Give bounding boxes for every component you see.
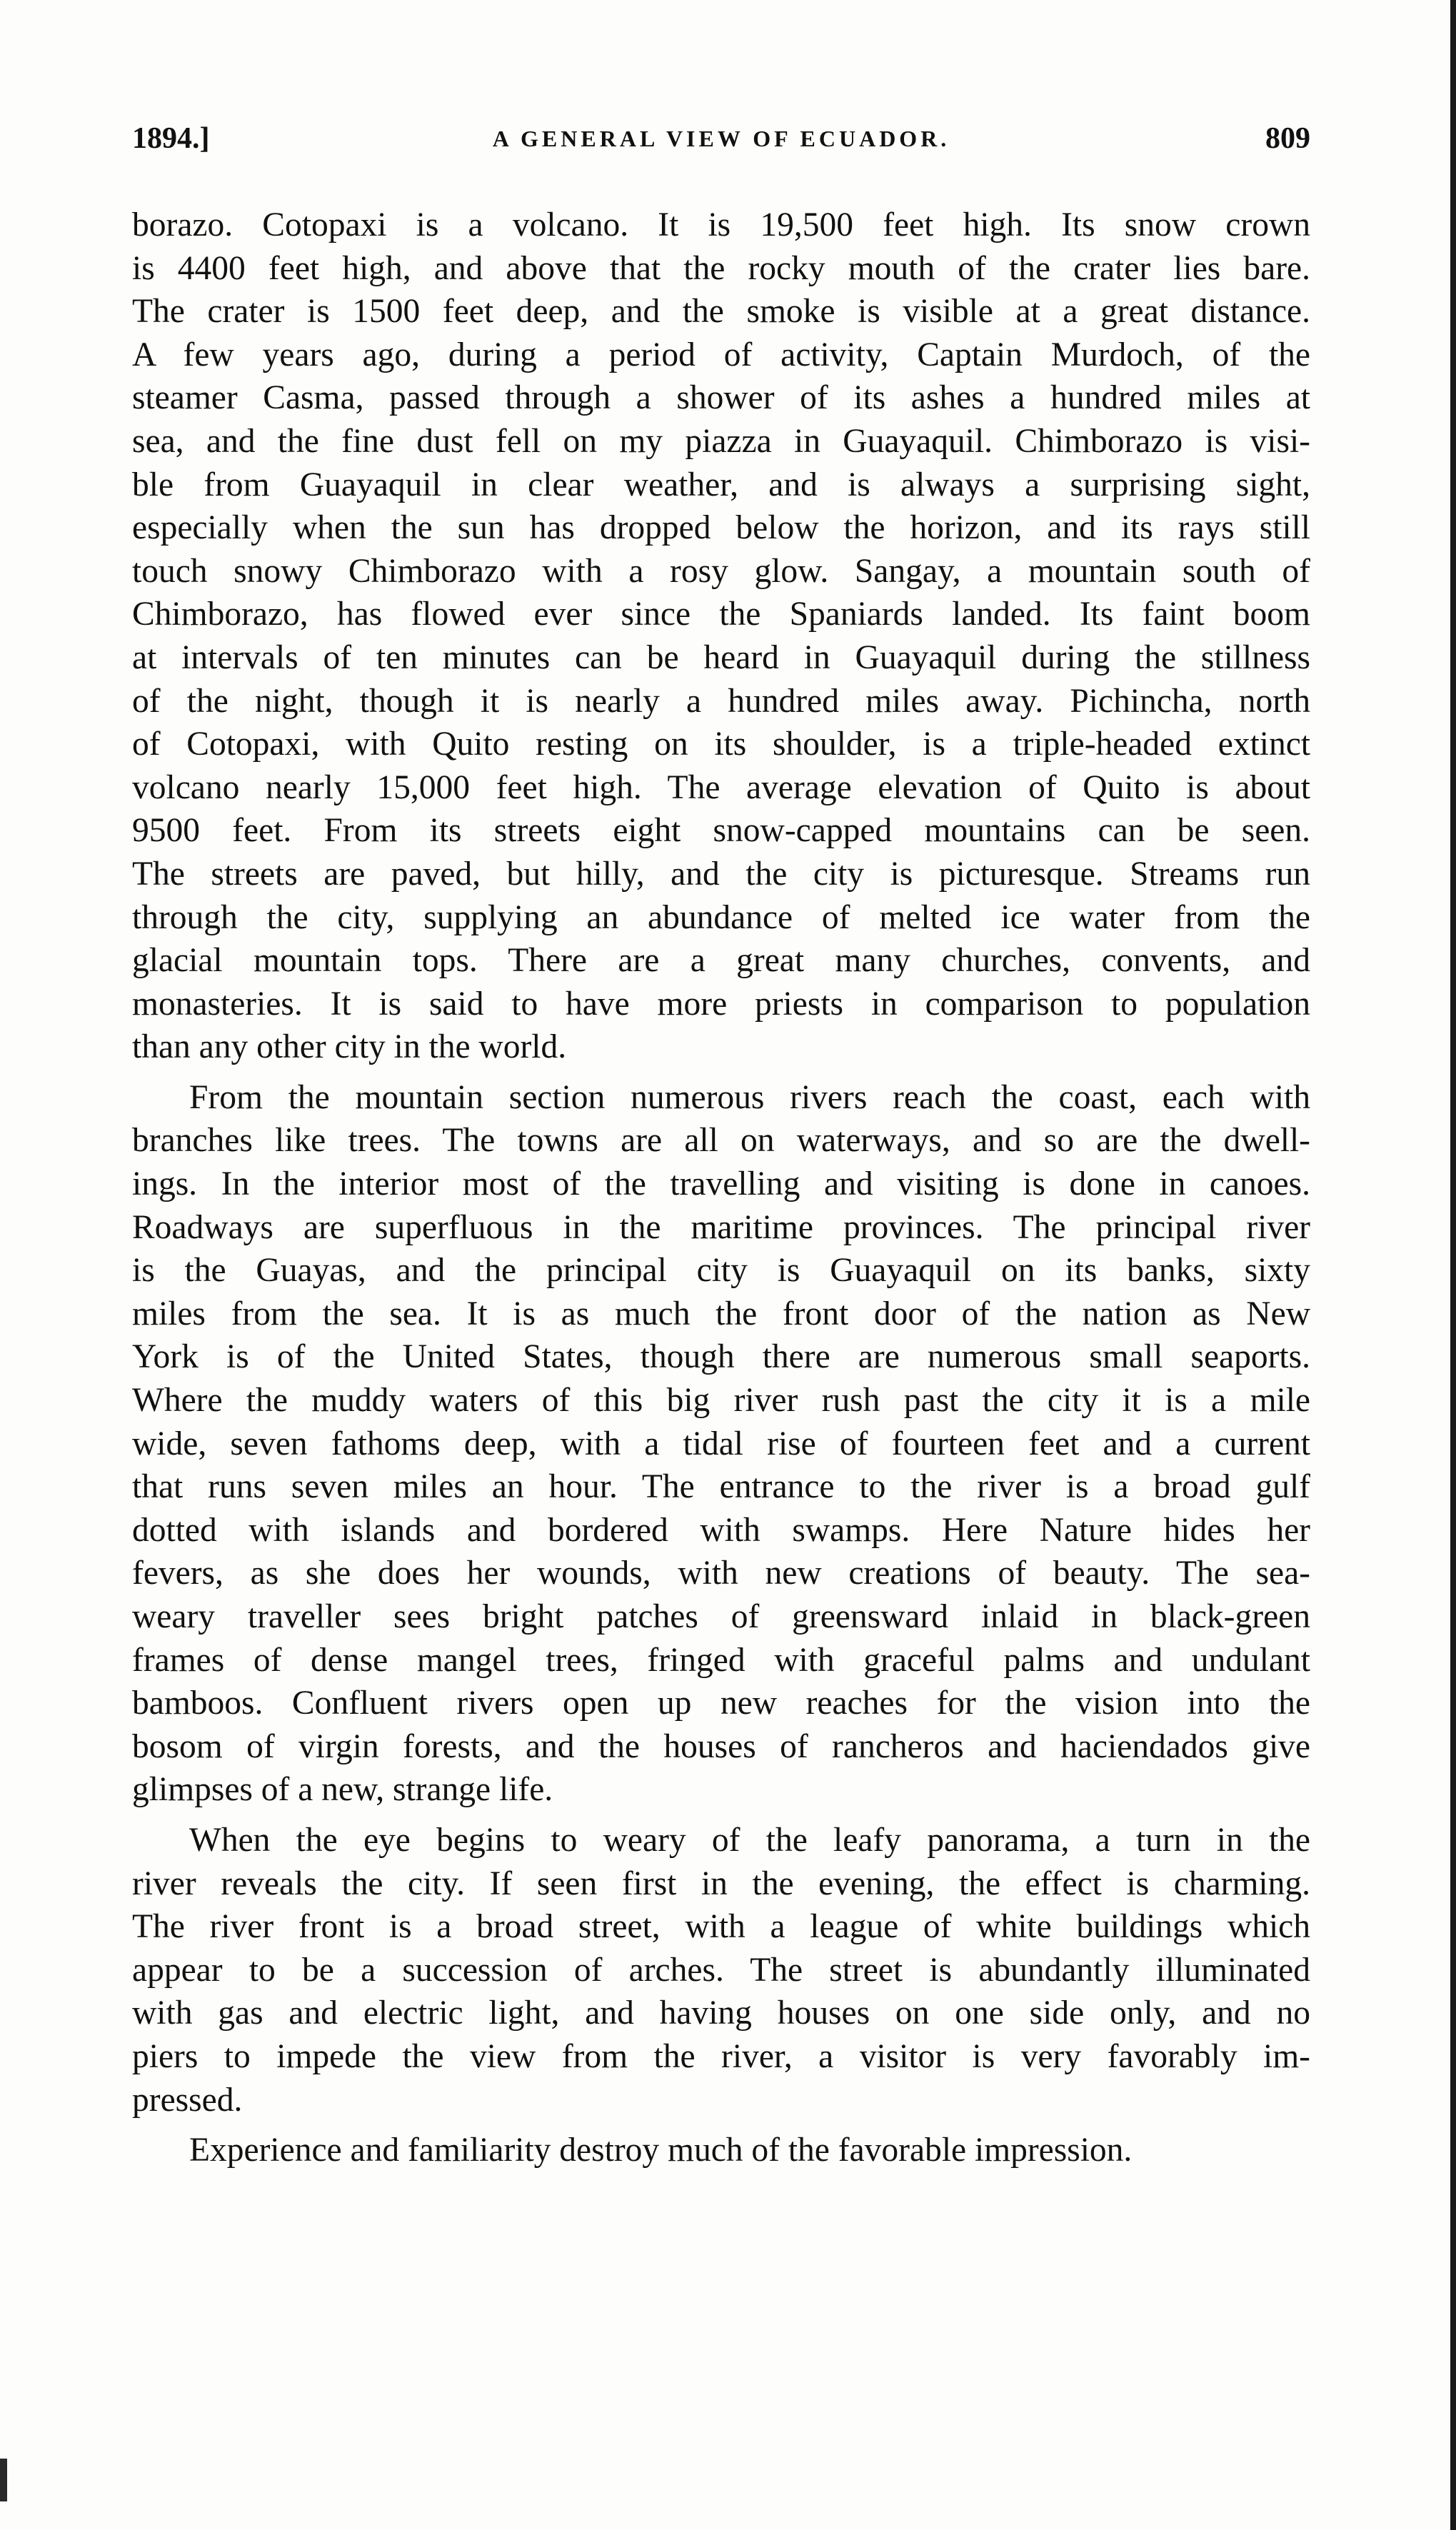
- text-line: miles from the sea. It is as much the front door of the nation as New: [132, 1295, 1310, 1332]
- text-line: river reveals the city. If seen first in the evening, the effect is charming.: [132, 1864, 1310, 1902]
- text-line: steamer Casma, passed through a shower of its ashes a hundred miles at: [132, 379, 1310, 417]
- text-line: sea, and the fine dust fell on my piazza in Guayaquil. Chimborazo is visi-: [132, 422, 1310, 460]
- text-line: appear to be a succession of arches. The street is abundantly illuminated: [132, 1951, 1310, 1989]
- text-line: especially when the sun has dropped below the horizon, and its rays still: [132, 509, 1310, 547]
- page-edge-shadow: [1450, 0, 1456, 2530]
- text-line: branches like trees. The towns are all on waterways, and so are the dwell-: [132, 1122, 1310, 1160]
- text-line: monasteries. It is said to have more priests in comparison to population: [132, 985, 1310, 1023]
- text-line: through the city, supplying an abundance of melted ice water from the: [132, 898, 1310, 936]
- page-number: 809: [1265, 122, 1310, 155]
- body-text: [132, 204, 1310, 2179]
- text-line: ings. In the interior most of the travelling and visiting is done in canoes.: [132, 1165, 1310, 1203]
- paragraph: [132, 1819, 1310, 2122]
- header-year: 1894.]: [132, 122, 210, 155]
- text-line: than any other city in the world.: [132, 1028, 567, 1066]
- text-line: that runs seven miles an hour. The entrance to the river is a broad gulf: [132, 1468, 1310, 1506]
- paragraph: [132, 2129, 1310, 2172]
- text-line: glacial mountain tops. There are a great many churches, convents, and: [132, 942, 1310, 980]
- text-line: fevers, as she does her wounds, with new creations of beauty. The sea-: [132, 1555, 1310, 1592]
- text-line: weary traveller sees bright patches of greensward inlaid in black-green: [132, 1598, 1310, 1635]
- text-line: is 4400 feet high, and above that the rocky mouth of the crater lies bare.: [132, 249, 1310, 287]
- text-line: volcano nearly 15,000 feet high. The average elevation of Quito is about: [132, 768, 1310, 806]
- text-line: The crater is 1500 feet deep, and the smoke is visible at a great distance.: [132, 293, 1310, 331]
- text-line: dotted with islands and bordered with swamps. Here Nature hides her: [132, 1511, 1310, 1549]
- text-line: bamboos. Confluent rivers open up new reaches for the vision into the: [132, 1685, 1310, 1722]
- text-line: Where the muddy waters of this big river rush past the city it is a mile: [132, 1382, 1310, 1420]
- running-title: A GENERAL VIEW OF ECUADOR.: [492, 126, 950, 151]
- text-line: 9500 feet. From its streets eight snow-capped mountains can be seen.: [132, 812, 1310, 850]
- paragraph: [132, 1076, 1310, 1812]
- text-line: bosom of virgin forests, and the houses of rancheros and haciendados give: [132, 1727, 1310, 1765]
- text-line: ble from Guayaquil in clear weather, and is always a surprising sight,: [132, 466, 1310, 503]
- text-line: glimpses of a new, strange life.: [132, 1771, 553, 1809]
- text-line: touch snowy Chimborazo with a rosy glow. Sangay, a mountain south of: [132, 552, 1310, 590]
- text-line: York is of the United States, though there are numerous small seaports.: [132, 1338, 1310, 1376]
- text-line: The streets are paved, but hilly, and the city is picturesque. Streams run: [132, 855, 1310, 893]
- text-line: at intervals of ten minutes can be heard in Guayaquil during the stillness: [132, 638, 1310, 676]
- text-line: wide, seven fathoms deep, with a tidal rise of fourteen feet and a current: [132, 1425, 1310, 1462]
- text-line: of the night, though it is nearly a hundred miles away. Pichincha, north: [132, 682, 1310, 720]
- text-line: A few years ago, during a period of activity, Captain Murdoch, of the: [132, 336, 1310, 373]
- text-line: The river front is a broad street, with a league of white buildings which: [132, 1908, 1310, 1946]
- text-line: is the Guayas, and the principal city is Guayaquil on its banks, sixty: [132, 1252, 1310, 1290]
- text-line: of Cotopaxi, with Quito resting on its shoulder, is a triple-headed extinct: [132, 726, 1310, 763]
- text-line: frames of dense mangel trees, fringed with graceful palms and undulant: [132, 1641, 1310, 1679]
- text-line: Chimborazo, has flowed ever since the Spaniards landed. Its faint boom: [132, 596, 1310, 633]
- text-line: pressed.: [132, 2081, 243, 2119]
- text-line: Roadways are superfluous in the maritime provinces. The principal river: [132, 1208, 1310, 1246]
- paragraph: [132, 204, 1310, 1069]
- text-line: piers to impede the view from the river, a visitor is very favorably im-: [132, 2037, 1310, 2075]
- text-line: borazo. Cotopaxi is a volcano. It is 19,500 feet high. Its snow crown: [132, 206, 1310, 244]
- running-header: [132, 121, 1310, 171]
- text-line: with gas and electric light, and having houses on one side only, and no: [132, 1994, 1310, 2032]
- text-line: From the mountain section numerous rivers reach the coast, each with: [189, 1078, 1310, 1116]
- scan-edge-mark: [0, 2459, 7, 2501]
- text-line: When the eye begins to weary of the leafy panorama, a turn in the: [189, 1821, 1310, 1859]
- text-line: Experience and familiarity destroy much of the favorable impression.: [189, 2132, 1133, 2169]
